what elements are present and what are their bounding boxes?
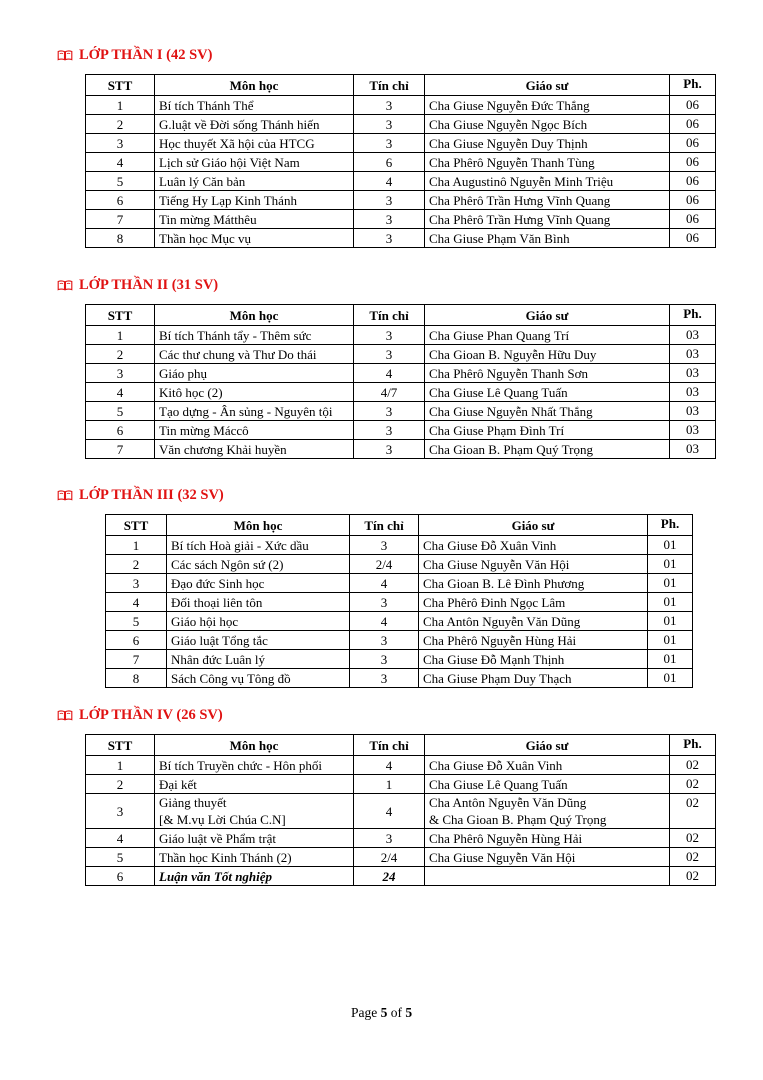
course-row xyxy=(106,669,693,688)
cell-subject: Bí tích Truyền chức - Hôn phối xyxy=(155,756,354,775)
open-book-icon xyxy=(57,49,73,62)
cell-credits: 4 xyxy=(354,364,425,383)
column-header-stt: STT xyxy=(106,515,167,536)
cell-stt: 4 xyxy=(106,593,167,612)
cell-room: 02 xyxy=(670,867,716,886)
cell-room: 01 xyxy=(648,536,693,555)
column-header-subject: Môn học xyxy=(155,735,354,756)
course-row xyxy=(86,115,716,134)
cell-professor: Cha Phêrô Trần Hưng Vĩnh Quang xyxy=(425,210,670,229)
cell-professor: Cha Phêrô Nguyễn Hùng Hải xyxy=(419,631,648,650)
course-table-than-4 xyxy=(85,734,716,886)
cell-professor: Cha Phêrô Trần Hưng Vĩnh Quang xyxy=(425,191,670,210)
cell-stt: 4 xyxy=(86,153,155,172)
course-row xyxy=(86,756,716,775)
cell-credits: 3 xyxy=(354,115,425,134)
cell-room: 06 xyxy=(670,153,716,172)
course-row xyxy=(106,536,693,555)
cell-credits: 4 xyxy=(354,172,425,191)
cell-professor: Cha Phêrô Nguyễn Hùng Hải xyxy=(425,829,670,848)
cell-stt: 1 xyxy=(106,536,167,555)
cell-credits: 3 xyxy=(354,229,425,248)
cell-subject: Luân lý Căn bản xyxy=(155,172,354,191)
cell-credits: 3 xyxy=(354,402,425,421)
cell-subject: Các sách Ngôn sứ (2) xyxy=(167,555,350,574)
cell-stt: 6 xyxy=(106,631,167,650)
column-header-credits: Tín chỉ xyxy=(350,515,419,536)
course-row xyxy=(106,612,693,631)
column-header-professor: Giáo sư xyxy=(425,305,670,326)
cell-room: 02 xyxy=(670,829,716,848)
cell-stt: 5 xyxy=(86,848,155,867)
cell-professor: Cha Giuse Lê Quang Tuấn xyxy=(425,383,670,402)
cell-stt: 5 xyxy=(86,402,155,421)
footer-label-of: of xyxy=(390,1005,402,1020)
column-header-professor: Giáo sư xyxy=(425,75,670,96)
footer-label-page: Page xyxy=(350,1005,378,1020)
cell-room: 02 xyxy=(670,775,716,794)
cell-stt: 4 xyxy=(86,829,155,848)
course-row xyxy=(86,172,716,191)
course-row xyxy=(86,794,716,829)
cell-credits: 24 xyxy=(354,867,425,886)
cell-subject: Đối thoại liên tôn xyxy=(167,593,350,612)
cell-subject: Tiếng Hy Lạp Kinh Thánh xyxy=(155,191,354,210)
footer-total-pages: 5 xyxy=(405,1005,413,1020)
cell-subject: Tin mừng Máccô xyxy=(155,421,354,440)
cell-credits: 4 xyxy=(350,574,419,593)
cell-subject: Giáo hội học xyxy=(167,612,350,631)
cell-subject: Giáo luật Tổng tắc xyxy=(167,631,350,650)
cell-credits: 4 xyxy=(354,794,425,829)
course-row xyxy=(86,775,716,794)
cell-professor: Cha Giuse Phạm Văn Bình xyxy=(425,229,670,248)
cell-professor: Cha Giuse Đỗ Xuân Vinh xyxy=(419,536,648,555)
cell-room: 02 xyxy=(670,794,716,829)
section-title: LỚP THẦN II (31 SV) xyxy=(79,276,219,293)
cell-professor: Cha Giuse Nguyễn Ngọc Bích xyxy=(425,115,670,134)
course-row xyxy=(86,848,716,867)
cell-professor: Cha Phêrô Nguyễn Thanh Sơn xyxy=(425,364,670,383)
section-heading xyxy=(57,46,763,64)
course-row xyxy=(86,191,716,210)
cell-room: 03 xyxy=(670,345,716,364)
course-row xyxy=(106,650,693,669)
cell-room: 01 xyxy=(648,593,693,612)
cell-stt: 5 xyxy=(86,172,155,191)
cell-professor: Cha Antôn Nguyễn Văn Dũng xyxy=(419,612,648,631)
section-than-4 xyxy=(0,706,763,886)
column-header-professor: Giáo sư xyxy=(425,735,670,756)
page-footer xyxy=(0,1005,763,1021)
table-header-row xyxy=(86,735,716,756)
course-row xyxy=(86,153,716,172)
cell-professor: Cha Giuse Phạm Đình Trí xyxy=(425,421,670,440)
course-row xyxy=(106,593,693,612)
course-row xyxy=(86,364,716,383)
cell-subject: Kitô học (2) xyxy=(155,383,354,402)
cell-credits: 3 xyxy=(354,96,425,115)
column-header-stt: STT xyxy=(86,735,155,756)
cell-stt: 6 xyxy=(86,421,155,440)
column-header-professor: Giáo sư xyxy=(419,515,648,536)
cell-stt: 1 xyxy=(86,96,155,115)
cell-room: 06 xyxy=(670,229,716,248)
cell-credits: 3 xyxy=(354,134,425,153)
cell-room: 06 xyxy=(670,115,716,134)
cell-professor: Cha Giuse Lê Quang Tuấn xyxy=(425,775,670,794)
footer-page-number: 5 xyxy=(380,1005,388,1020)
cell-credits: 4/7 xyxy=(354,383,425,402)
cell-subject: Luận văn Tốt nghiệp xyxy=(155,867,354,886)
cell-professor: Cha Giuse Nguyễn Đức Thắng xyxy=(425,96,670,115)
cell-stt: 2 xyxy=(86,115,155,134)
cell-credits: 4 xyxy=(354,756,425,775)
section-than-2 xyxy=(0,276,763,459)
cell-credits: 3 xyxy=(354,440,425,459)
column-header-stt: STT xyxy=(86,305,155,326)
open-book-icon xyxy=(57,709,73,722)
section-title: LỚP THẦN III (32 SV) xyxy=(79,486,224,503)
course-row xyxy=(106,555,693,574)
table-header-row xyxy=(86,75,716,96)
cell-room: 06 xyxy=(670,210,716,229)
cell-professor: Cha Giuse Nguyễn Nhất Thắng xyxy=(425,402,670,421)
cell-subject: Giáo luật về Phẩm trật xyxy=(155,829,354,848)
cell-stt: 8 xyxy=(106,669,167,688)
cell-professor: Cha Giuse Đỗ Mạnh Thịnh xyxy=(419,650,648,669)
cell-credits: 3 xyxy=(354,210,425,229)
cell-credits: 3 xyxy=(354,421,425,440)
column-header-credits: Tín chỉ xyxy=(354,75,425,96)
cell-subject: Thần học Mục vụ xyxy=(155,229,354,248)
cell-credits: 2/4 xyxy=(350,555,419,574)
cell-subject: Bí tích Thánh Thể xyxy=(155,96,354,115)
cell-subject: Tin mừng Mátthêu xyxy=(155,210,354,229)
cell-professor: Cha Giuse Nguyễn Văn Hội xyxy=(419,555,648,574)
cell-stt: 8 xyxy=(86,229,155,248)
cell-stt: 3 xyxy=(86,364,155,383)
column-header-room: Ph. xyxy=(670,305,716,326)
section-than-3 xyxy=(0,486,763,688)
section-heading xyxy=(57,276,763,294)
cell-room: 03 xyxy=(670,440,716,459)
cell-room: 03 xyxy=(670,402,716,421)
cell-room: 03 xyxy=(670,364,716,383)
course-row xyxy=(86,210,716,229)
cell-room: 02 xyxy=(670,756,716,775)
cell-credits: 3 xyxy=(354,191,425,210)
cell-subject: Học thuyết Xã hội của HTCG xyxy=(155,134,354,153)
cell-professor: Cha Phêrô Đinh Ngọc Lâm xyxy=(419,593,648,612)
cell-subject: Đạo đức Sinh học xyxy=(167,574,350,593)
cell-credits: 3 xyxy=(350,593,419,612)
cell-room: 01 xyxy=(648,631,693,650)
cell-room: 06 xyxy=(670,172,716,191)
course-row xyxy=(86,345,716,364)
cell-subject: Thần học Kinh Thánh (2) xyxy=(155,848,354,867)
cell-professor: Cha Giuse Phạm Duy Thạch xyxy=(419,669,648,688)
cell-room: 06 xyxy=(670,191,716,210)
column-header-credits: Tín chỉ xyxy=(354,305,425,326)
cell-professor: Cha Phêrô Nguyễn Thanh Tùng xyxy=(425,153,670,172)
cell-professor: Cha Gioan B. Phạm Quý Trọng xyxy=(425,440,670,459)
cell-professor: Cha Antôn Nguyễn Văn Dũng & Cha Gioan B. Phạm Quý Trọng xyxy=(425,794,670,829)
cell-subject: Bí tích Thánh tẩy - Thêm sức xyxy=(155,326,354,345)
cell-subject: Văn chương Khải huyền xyxy=(155,440,354,459)
cell-subject: Đại kết xyxy=(155,775,354,794)
cell-professor: Cha Gioan B. Nguyễn Hữu Duy xyxy=(425,345,670,364)
cell-professor: Cha Giuse Nguyễn Duy Thịnh xyxy=(425,134,670,153)
column-header-subject: Môn học xyxy=(155,75,354,96)
cell-credits: 1 xyxy=(354,775,425,794)
cell-room: 01 xyxy=(648,555,693,574)
cell-credits: 3 xyxy=(350,536,419,555)
cell-subject: Các thư chung và Thư Do thái xyxy=(155,345,354,364)
cell-stt: 2 xyxy=(106,555,167,574)
table-header-row xyxy=(86,305,716,326)
cell-professor: Cha Gioan B. Lê Đình Phương xyxy=(419,574,648,593)
course-row xyxy=(86,326,716,345)
cell-room: 02 xyxy=(670,848,716,867)
cell-stt: 7 xyxy=(86,440,155,459)
cell-stt: 4 xyxy=(86,383,155,402)
cell-room: 01 xyxy=(648,612,693,631)
course-table-than-1 xyxy=(85,74,716,248)
cell-stt: 3 xyxy=(106,574,167,593)
section-title: LỚP THẦN IV (26 SV) xyxy=(79,706,223,723)
section-heading xyxy=(57,486,763,504)
course-row xyxy=(86,421,716,440)
cell-credits: 2/4 xyxy=(354,848,425,867)
cell-stt: 7 xyxy=(86,210,155,229)
cell-credits: 4 xyxy=(350,612,419,631)
cell-stt: 6 xyxy=(86,191,155,210)
cell-credits: 3 xyxy=(354,345,425,364)
table-header-row xyxy=(106,515,693,536)
cell-subject: Sách Công vụ Tông đồ xyxy=(167,669,350,688)
cell-stt: 3 xyxy=(86,134,155,153)
column-header-credits: Tín chỉ xyxy=(354,735,425,756)
cell-subject: Nhân đức Luân lý xyxy=(167,650,350,669)
column-header-subject: Môn học xyxy=(167,515,350,536)
cell-professor: Cha Augustinô Nguyễn Minh Triệu xyxy=(425,172,670,191)
cell-stt: 1 xyxy=(86,326,155,345)
cell-credits: 6 xyxy=(354,153,425,172)
cell-stt: 7 xyxy=(106,650,167,669)
cell-credits: 3 xyxy=(350,669,419,688)
cell-room: 06 xyxy=(670,134,716,153)
cell-professor: Cha Giuse Nguyễn Văn Hội xyxy=(425,848,670,867)
column-header-stt: STT xyxy=(86,75,155,96)
cell-stt: 1 xyxy=(86,756,155,775)
cell-room: 01 xyxy=(648,650,693,669)
cell-room: 06 xyxy=(670,96,716,115)
course-row xyxy=(86,440,716,459)
cell-subject: Tạo dựng - Ân sủng - Nguyên tội xyxy=(155,402,354,421)
cell-subject: Lịch sử Giáo hội Việt Nam xyxy=(155,153,354,172)
cell-credits: 3 xyxy=(354,326,425,345)
column-header-room: Ph. xyxy=(670,75,716,96)
cell-credits: 3 xyxy=(350,631,419,650)
cell-stt: 2 xyxy=(86,775,155,794)
column-header-room: Ph. xyxy=(670,735,716,756)
cell-credits: 3 xyxy=(354,829,425,848)
section-heading xyxy=(57,706,763,724)
cell-subject: Giảng thuyết [& M.vụ Lời Chúa C.N] xyxy=(155,794,354,829)
course-row xyxy=(86,96,716,115)
cell-stt: 3 xyxy=(86,794,155,829)
cell-room: 03 xyxy=(670,421,716,440)
course-row xyxy=(86,402,716,421)
column-header-room: Ph. xyxy=(648,515,693,536)
cell-room: 03 xyxy=(670,383,716,402)
cell-room: 01 xyxy=(648,574,693,593)
course-row xyxy=(106,631,693,650)
course-row xyxy=(86,134,716,153)
course-row xyxy=(86,867,716,886)
open-book-icon xyxy=(57,489,73,502)
cell-subject: Bí tích Hoà giải - Xức dầu xyxy=(167,536,350,555)
cell-stt: 5 xyxy=(106,612,167,631)
course-row xyxy=(86,383,716,402)
cell-stt: 6 xyxy=(86,867,155,886)
cell-professor: Cha Giuse Phan Quang Trí xyxy=(425,326,670,345)
cell-room: 01 xyxy=(648,669,693,688)
section-than-1 xyxy=(0,46,763,248)
cell-subject: G.luật về Đời sống Thánh hiến xyxy=(155,115,354,134)
course-table-than-3 xyxy=(105,514,693,688)
column-header-subject: Môn học xyxy=(155,305,354,326)
cell-subject: Giáo phụ xyxy=(155,364,354,383)
cell-stt: 2 xyxy=(86,345,155,364)
cell-credits: 3 xyxy=(350,650,419,669)
course-table-than-2 xyxy=(85,304,716,459)
course-row xyxy=(106,574,693,593)
course-row xyxy=(86,229,716,248)
cell-professor xyxy=(425,867,670,886)
cell-professor: Cha Giuse Đỗ Xuân Vinh xyxy=(425,756,670,775)
cell-room: 03 xyxy=(670,326,716,345)
open-book-icon xyxy=(57,279,73,292)
section-title: LỚP THẦN I (42 SV) xyxy=(79,46,213,63)
course-row xyxy=(86,829,716,848)
